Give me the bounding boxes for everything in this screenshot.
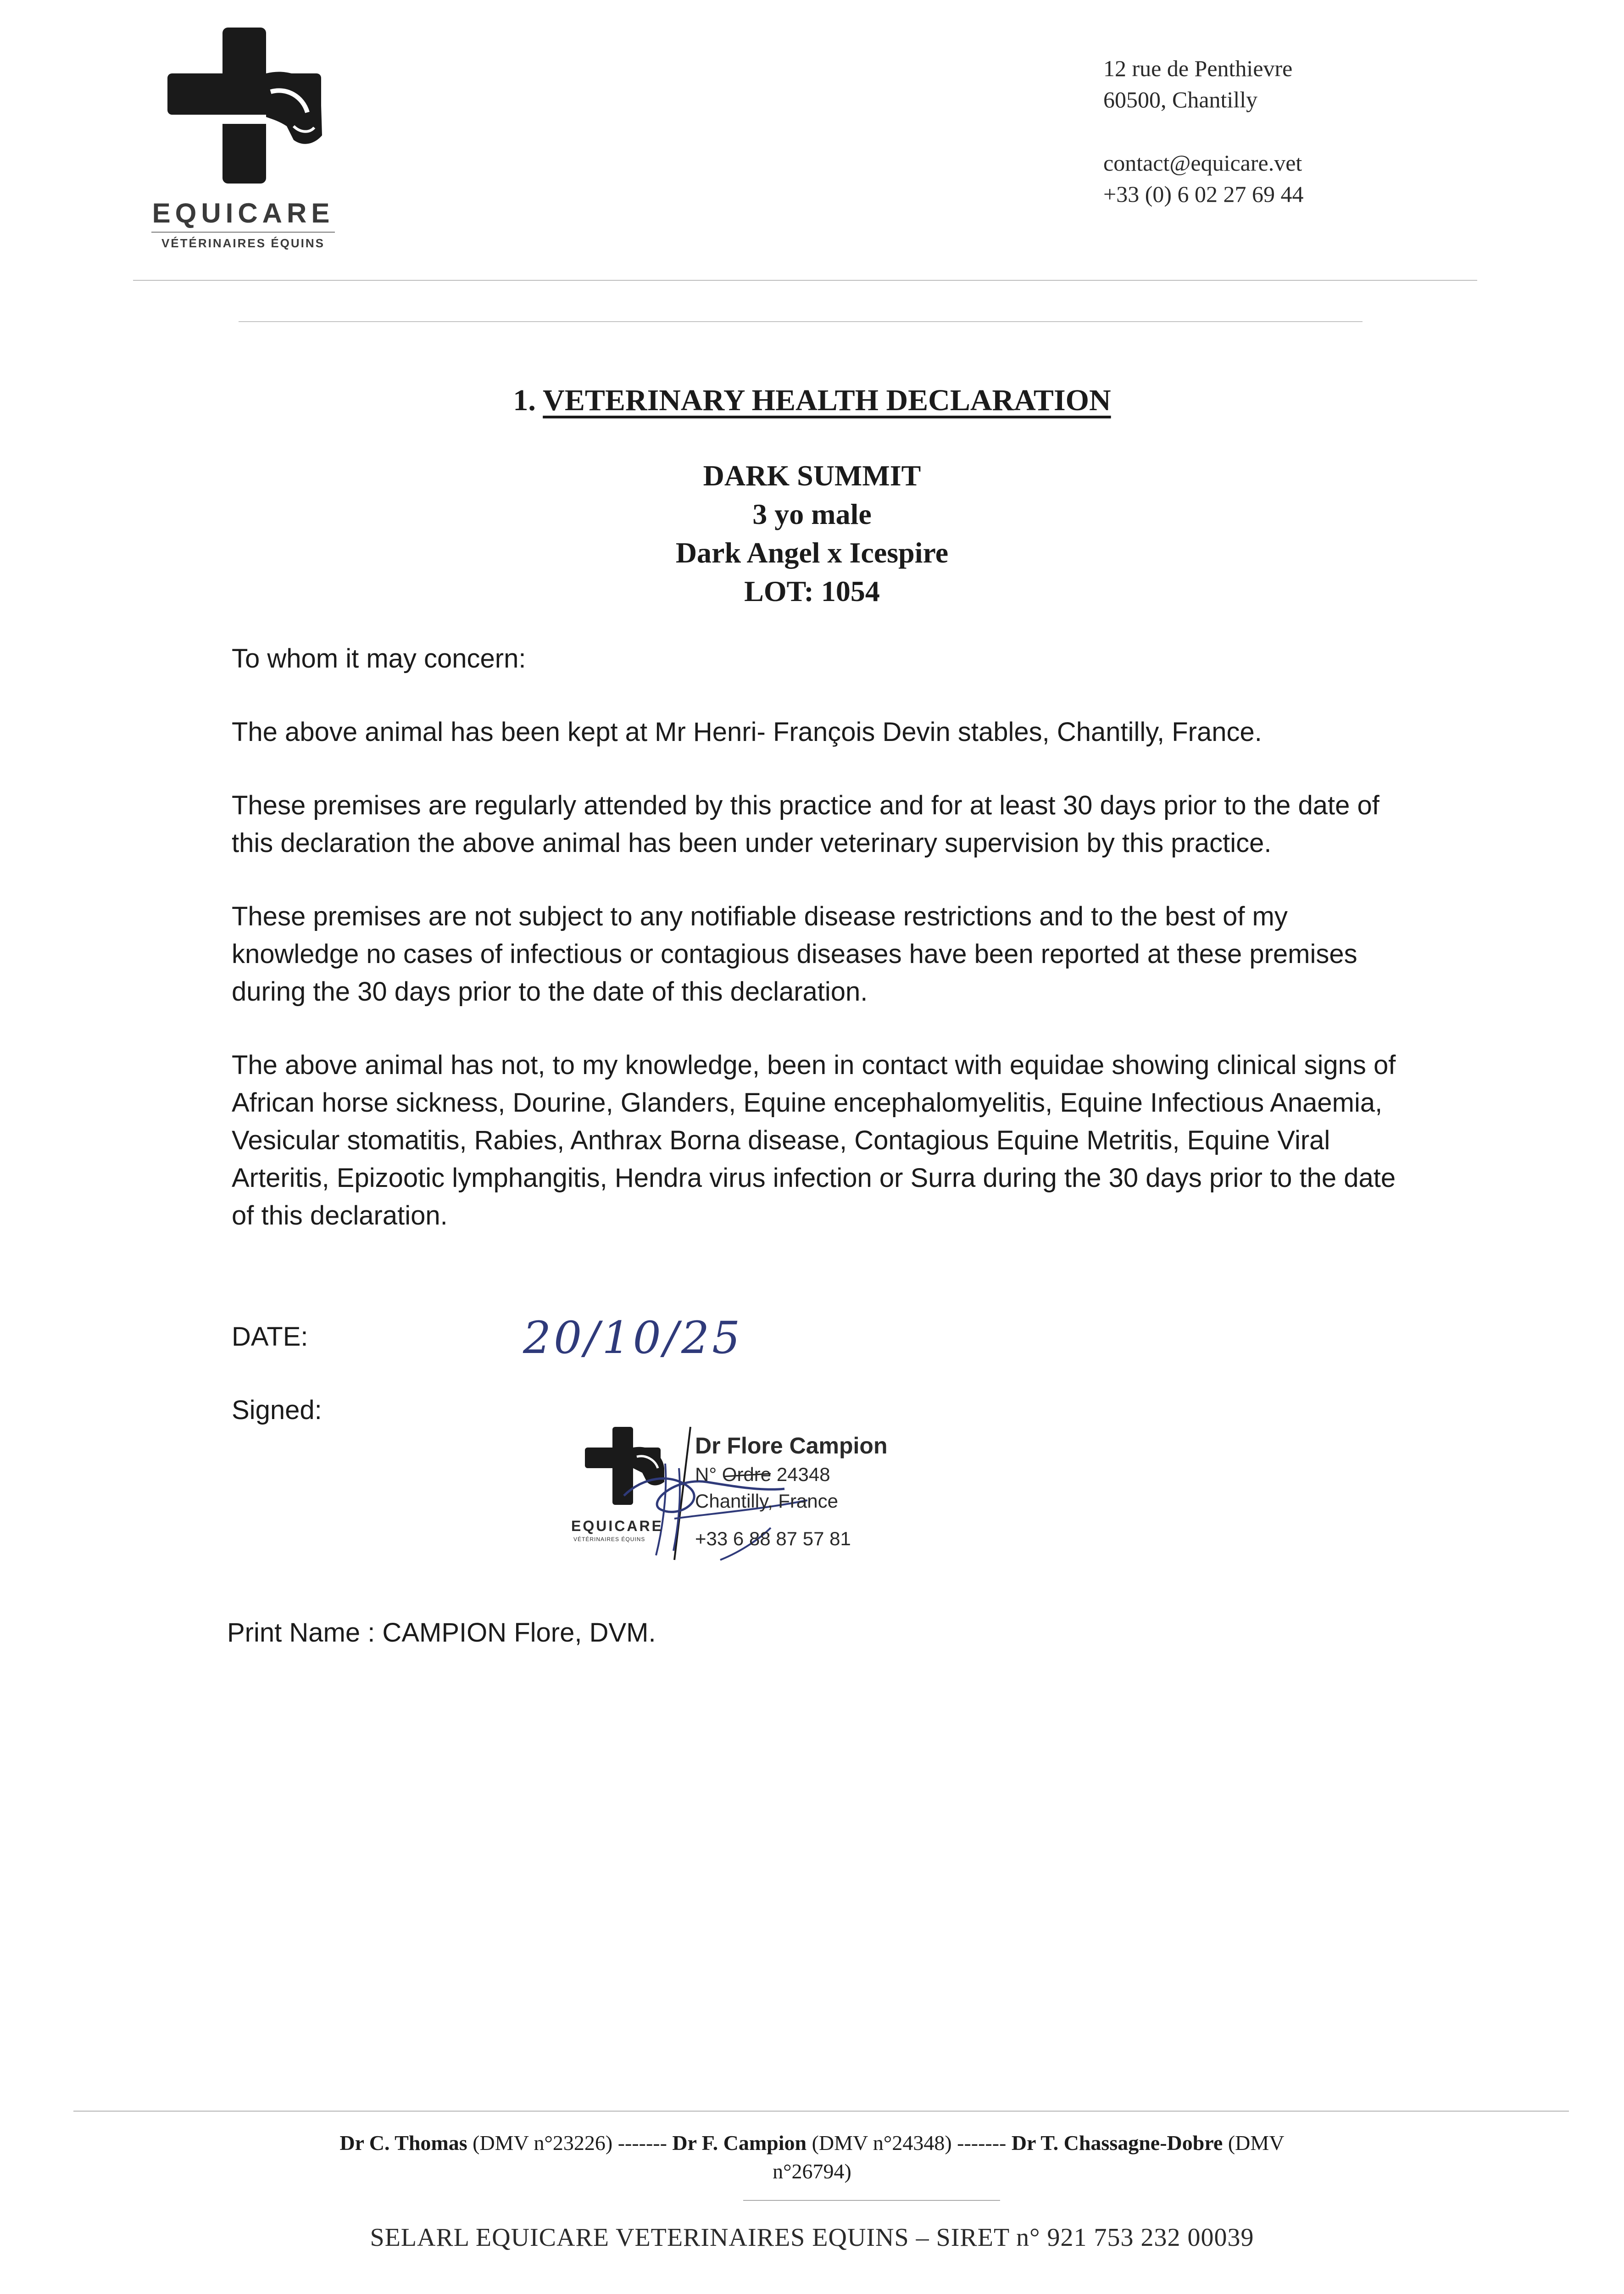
horse-name: DARK SUMMIT xyxy=(703,459,921,492)
footer-separator-2: ------- xyxy=(951,2131,1012,2155)
footer-vets xyxy=(0,2129,1624,2186)
header-divider-secondary xyxy=(239,321,1363,322)
brand-name: EQUICARE xyxy=(152,198,334,228)
salutation: To whom it may concern: xyxy=(232,644,526,674)
title-number: 1. xyxy=(513,384,536,417)
horse-description: 3 yo male xyxy=(752,498,872,530)
address-block xyxy=(1103,53,1304,210)
equicare-logo xyxy=(138,23,349,262)
paragraph-supervision: These premises are regularly attended by this practice and for at least 30 days prior to the date of this declaration the above animal has been under veterinary supervision by this practice. xyxy=(232,791,1379,858)
declaration-body xyxy=(232,640,1406,1270)
vet1-dmv: (DMV n°23226) xyxy=(473,2131,613,2155)
paragraph-restrictions: These premises are not subject to any notifiable disease restrictions and to the best of my knowledge no cases of infectious or contagious diseases have been reported at these premises during the 30 days prior to the date of this declaration. xyxy=(232,902,1357,1007)
stamp-vet-name: Dr Flore Campion xyxy=(695,1433,888,1459)
stamp-brand-subtitle: VÉTÉRINAIRES ÉQUINS xyxy=(573,1536,645,1542)
horse-cross-logo-icon xyxy=(156,23,330,188)
stamp-ordre-number: N° Ordre 24348 xyxy=(695,1464,830,1485)
vet3-dmv-prefix: (DMV xyxy=(1228,2131,1285,2155)
brand-subtitle: VÉTÉRINAIRES ÉQUINS xyxy=(161,236,325,250)
vet3-name: Dr T. Chassagne-Dobre xyxy=(1011,2131,1223,2155)
logo-divider xyxy=(151,232,335,233)
stamp-city: Chantilly, France xyxy=(695,1490,839,1512)
vet1-name: Dr C. Thomas xyxy=(339,2131,467,2155)
header-divider xyxy=(133,280,1477,281)
title-text: VETERINARY HEALTH DECLARATION xyxy=(543,384,1111,417)
address-street: 12 rue de Penthievre xyxy=(1103,56,1293,81)
horse-lot: LOT: 1054 xyxy=(744,575,880,607)
contact-phone: +33 (0) 6 02 27 69 44 xyxy=(1103,181,1304,207)
paragraph-stables: The above animal has been kept at Mr Henri- François Devin stables, Chantilly, France. xyxy=(232,717,1262,747)
footer-divider xyxy=(73,2110,1569,2112)
vet2-dmv: (DMV n°24348) xyxy=(812,2131,952,2155)
horse-pedigree: Dark Angel x Icespire xyxy=(675,536,949,569)
contact-email[interactable]: contact@equicare.vet xyxy=(1103,150,1302,176)
footer-separator-1: ------- xyxy=(612,2131,673,2155)
vet2-name: Dr F. Campion xyxy=(672,2131,807,2155)
footer-siret: SELARL EQUICARE VETERINAIRES EQUINS – SIRET n° 921 753 232 00039 xyxy=(370,2223,1254,2252)
date-label: DATE: xyxy=(232,1322,308,1352)
date-handwritten: 20/10/25 xyxy=(523,1312,743,1364)
stamp-phone: +33 6 88 87 57 81 xyxy=(695,1528,851,1549)
paragraph-diseases: The above animal has not, to my knowledge, been in contact with equidae showing clinical signs of African horse sickness, Dourine, Glanders, Equine encephalomyelitis, Equine Infectious Anaemia, Vesicular stomatitis, Rabies, Anthrax Borna disease, Contagious Equine Metritis, Equine Viral Arteritis, Epizootic lymphangitis, Hendra virus infection or Surra during the 30 days prior to the date of this declaration. xyxy=(232,1050,1396,1231)
document-title xyxy=(0,383,1624,418)
print-name: Print Name : CAMPION Flore, DVM. xyxy=(227,1618,656,1648)
stamp-brand: EQUICARE xyxy=(571,1518,663,1534)
vet3-dmv-number: n°26794) xyxy=(773,2160,851,2183)
horse-details xyxy=(0,457,1624,611)
vet-stamp xyxy=(569,1422,927,1578)
address-city: 60500, Chantilly xyxy=(1103,87,1258,112)
footer-divider-short xyxy=(743,2200,1000,2201)
signed-label: Signed: xyxy=(232,1395,322,1425)
